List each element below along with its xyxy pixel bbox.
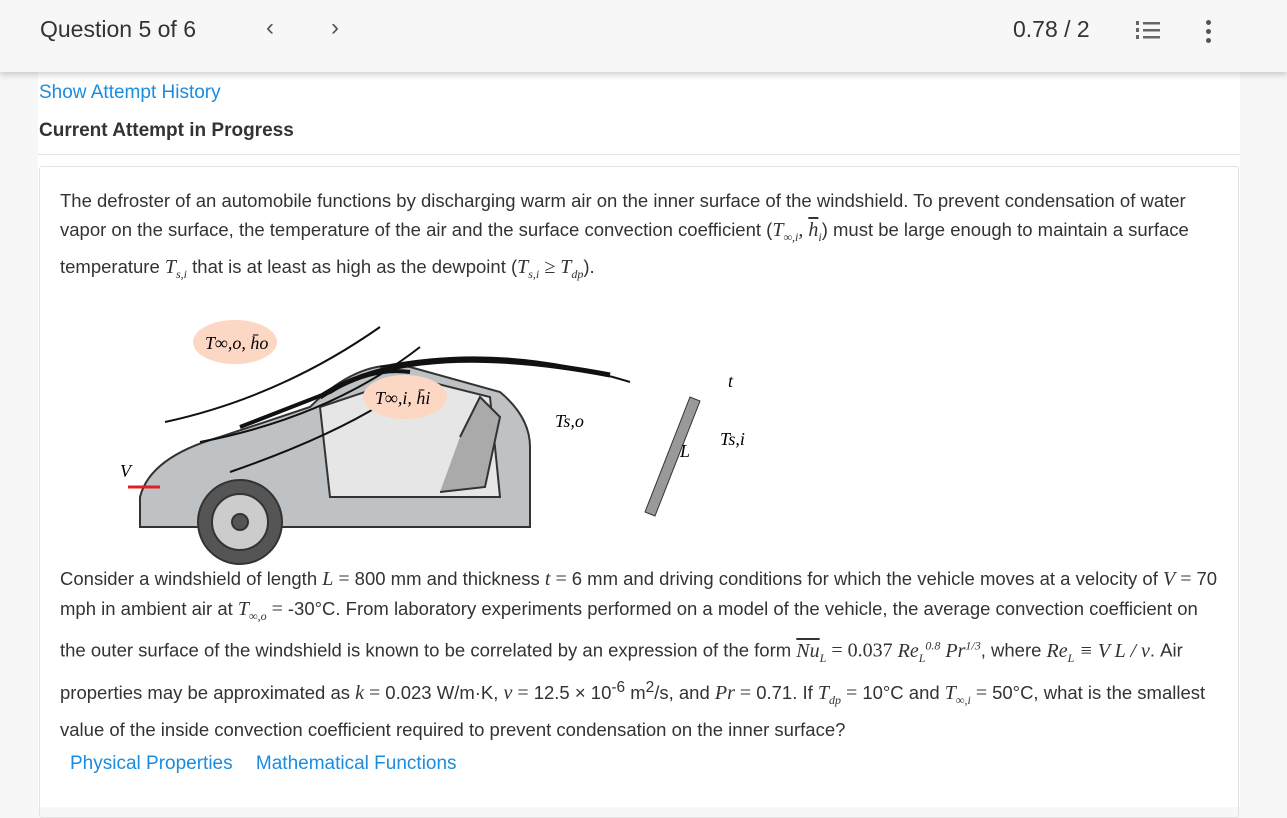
text: , where bbox=[980, 639, 1047, 661]
outer-label: T∞,o, h̄o bbox=[205, 333, 269, 353]
text: The defroster of an automobile functions by discharging warm air on the inner surface of the windshield. To prevent condensation of water vapor on the surface, the temperature of the air and the surface convection coefficient ( bbox=[60, 190, 1186, 240]
text: ). bbox=[583, 256, 595, 277]
equals: = bbox=[333, 568, 355, 590]
inside-temp-value: 50°C, what is the smallest value of the inside convection coefficient required to prevent condensation on the inner surface? bbox=[60, 681, 1206, 740]
unit-exponent: 2 bbox=[645, 678, 655, 696]
equals: = bbox=[550, 568, 572, 590]
prandtl-value: 0.71. If bbox=[756, 681, 818, 703]
text: that is at least as high as the dewpoint ( bbox=[187, 256, 518, 277]
previous-question-button[interactable]: ‹ bbox=[266, 14, 274, 41]
text: Consider a windshield of length bbox=[60, 568, 323, 589]
text: /s, and bbox=[654, 681, 715, 703]
thickness-value: 6 mm and driving conditions for which the vehicle moves at a velocity of bbox=[571, 568, 1163, 589]
math-V: V bbox=[1163, 568, 1176, 590]
text: . Air properties may be approximated as bbox=[60, 639, 1183, 703]
equals: = bbox=[266, 598, 288, 620]
math-ReL: $Re_L \equiv V$ L / ν bbox=[1046, 639, 1150, 665]
viscosity-exponent: -6 bbox=[611, 678, 626, 696]
math-nu: ν bbox=[503, 681, 513, 704]
math-dewpoint: $T_{s,i} \ge T_{dp}$ bbox=[517, 256, 584, 281]
viscosity-value: 12.5 × 10 bbox=[533, 681, 612, 703]
length-label: L bbox=[680, 441, 691, 461]
equals: = bbox=[512, 681, 534, 704]
correlation-coefficient: = 0.037 bbox=[826, 639, 898, 662]
inner-surface-label: Ts,i bbox=[720, 429, 745, 449]
question-title: Question 5 of 6 bbox=[40, 16, 196, 42]
car-illustration bbox=[140, 365, 530, 564]
question-content bbox=[38, 72, 1240, 807]
equals: = bbox=[970, 681, 993, 704]
windshield-diagram bbox=[80, 297, 760, 577]
question-card bbox=[39, 166, 1239, 818]
question-list-icon[interactable] bbox=[1135, 20, 1161, 40]
problem-intro bbox=[60, 186, 1220, 289]
length-value: 800 mm and thickness bbox=[354, 568, 545, 589]
velocity-label: V bbox=[120, 461, 131, 481]
math-L: L bbox=[322, 568, 334, 590]
math-T-inf-i: $T_{\infty,i}$ bbox=[944, 681, 971, 707]
mathematical-functions-link[interactable]: Mathematical Functions bbox=[255, 753, 457, 774]
outer-surface-label: Ts,o bbox=[555, 411, 584, 431]
math-T-inf-o: $T_{\infty,o}$ bbox=[237, 598, 267, 623]
velocity-value: 70 mph in ambient air at bbox=[60, 568, 1218, 619]
conductivity-value: 0.023 W/m·K, bbox=[385, 681, 504, 703]
next-question-button[interactable]: › bbox=[331, 14, 339, 41]
math-NuL: $\overline{Nu}_L$ bbox=[796, 639, 827, 665]
current-attempt-heading: Current Attempt in Progress bbox=[39, 120, 294, 141]
windshield-section bbox=[645, 397, 700, 516]
ambient-temp-value: -30°C. From laboratory experiments performed on a model of the vehicle, the average convection coefficient on the outer surface of the windshield is known to be correlated by an expression of the form bbox=[60, 598, 1198, 661]
math-k: k bbox=[355, 681, 365, 704]
score: 0.78 / 2 bbox=[1013, 16, 1090, 42]
math-Tdp: $T_{dp}$ bbox=[817, 681, 842, 707]
question-header bbox=[0, 0, 1287, 72]
text: ) must be large enough to maintain a surface temperature bbox=[60, 219, 1189, 277]
math-T-inf-i: $T_{\infty,i}$, $\overline{h}_i$ bbox=[772, 219, 822, 244]
resource-links bbox=[70, 753, 475, 775]
math-t: t bbox=[544, 568, 551, 590]
unit: m bbox=[625, 681, 646, 703]
math-Tsi: $T_{s,i}$ bbox=[164, 256, 188, 281]
dewpoint-value: 10°C and bbox=[862, 681, 945, 703]
math-Pr: Pr bbox=[714, 681, 735, 704]
inner-label: T∞,i, h̄i bbox=[375, 388, 431, 408]
show-attempt-history-link[interactable]: Show Attempt History bbox=[39, 82, 221, 103]
math-Re-Pr: $Re_L^{0.8}$ $Pr^{1/3}$ bbox=[897, 638, 981, 665]
equals: = bbox=[1175, 568, 1197, 590]
reynolds-definition: ≡ V L / ν bbox=[1074, 639, 1150, 662]
equals: = bbox=[364, 681, 386, 704]
divider bbox=[38, 154, 1240, 155]
problem-statement bbox=[60, 564, 1220, 744]
thickness-label: t bbox=[728, 371, 734, 391]
equals: = bbox=[734, 681, 757, 704]
more-options-icon[interactable] bbox=[1198, 16, 1218, 47]
equals: = bbox=[841, 681, 863, 704]
physical-properties-link[interactable]: Physical Properties bbox=[70, 753, 233, 774]
